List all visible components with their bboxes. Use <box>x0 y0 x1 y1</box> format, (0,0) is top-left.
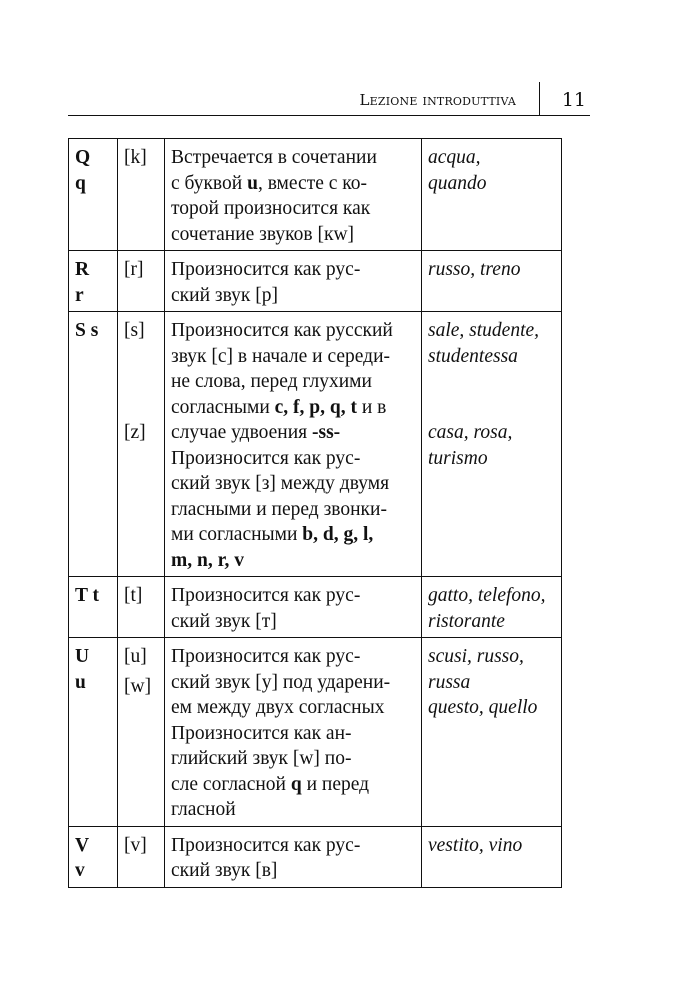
description-cell: Произносится как рус- ский звук [у] под ударени- ем между двух согласных Произносится как ан- глийский звук [w] по- сле согласной q и перед гласной <box>165 638 422 827</box>
table-row <box>69 139 562 251</box>
description-cell: Произносится как рус- ский звук [т] <box>165 577 422 638</box>
table-row <box>69 251 562 312</box>
table-row <box>69 826 562 887</box>
table-row <box>69 312 562 577</box>
letter-cell: U u <box>69 638 118 827</box>
alphabet-table <box>68 138 562 888</box>
letter-cell: R r <box>69 251 118 312</box>
examples-cell: vestito, vino <box>422 826 562 887</box>
running-header <box>68 82 590 116</box>
description-cell: Встречается в сочетании с буквой u, вместе с ко- торой произносится как сочетание звуков [кw] <box>165 139 422 251</box>
examples-cell: gatto, telefono, ristorante <box>422 577 562 638</box>
sound-cell: [t] <box>118 577 165 638</box>
examples-cell: scusi, russo, russa questo, quello <box>422 638 562 827</box>
header-separator <box>539 82 540 116</box>
table-row <box>69 638 562 827</box>
description-cell: Произносится как рус- ский звук [в] <box>165 826 422 887</box>
header-title: Lezione introduttiva <box>359 91 516 109</box>
examples-cell: acqua, quando <box>422 139 562 251</box>
letter-cell: Q q <box>69 139 118 251</box>
sound-cell: [k] <box>118 139 165 251</box>
description-cell: Произносится как рус- ский звук [р] <box>165 251 422 312</box>
sound-cell: [r] <box>118 251 165 312</box>
letter-cell: V v <box>69 826 118 887</box>
sound-cell: [u] [w] <box>118 638 165 827</box>
letter-cell: S s <box>69 312 118 577</box>
examples-cell: sale, studente, studentessa casa, rosa, turismo <box>422 312 562 577</box>
sound-cell: [v] <box>118 826 165 887</box>
page-number: 11 <box>561 89 586 111</box>
letter-cell: T t <box>69 577 118 638</box>
header-rule <box>68 115 590 116</box>
examples-cell: russo, treno <box>422 251 562 312</box>
description-cell: Произносится как русский звук [с] в начале и середи- не слова, перед глухими согласными c, f, p, q, t и в случае удвоения -ss- Произносится как рус- ский звук [з] между двумя гласными и перед звонки- ми согласными b, d, g, l, m, n, r, v <box>165 312 422 577</box>
sound-cell: [s] [z] <box>118 312 165 577</box>
table-row <box>69 577 562 638</box>
